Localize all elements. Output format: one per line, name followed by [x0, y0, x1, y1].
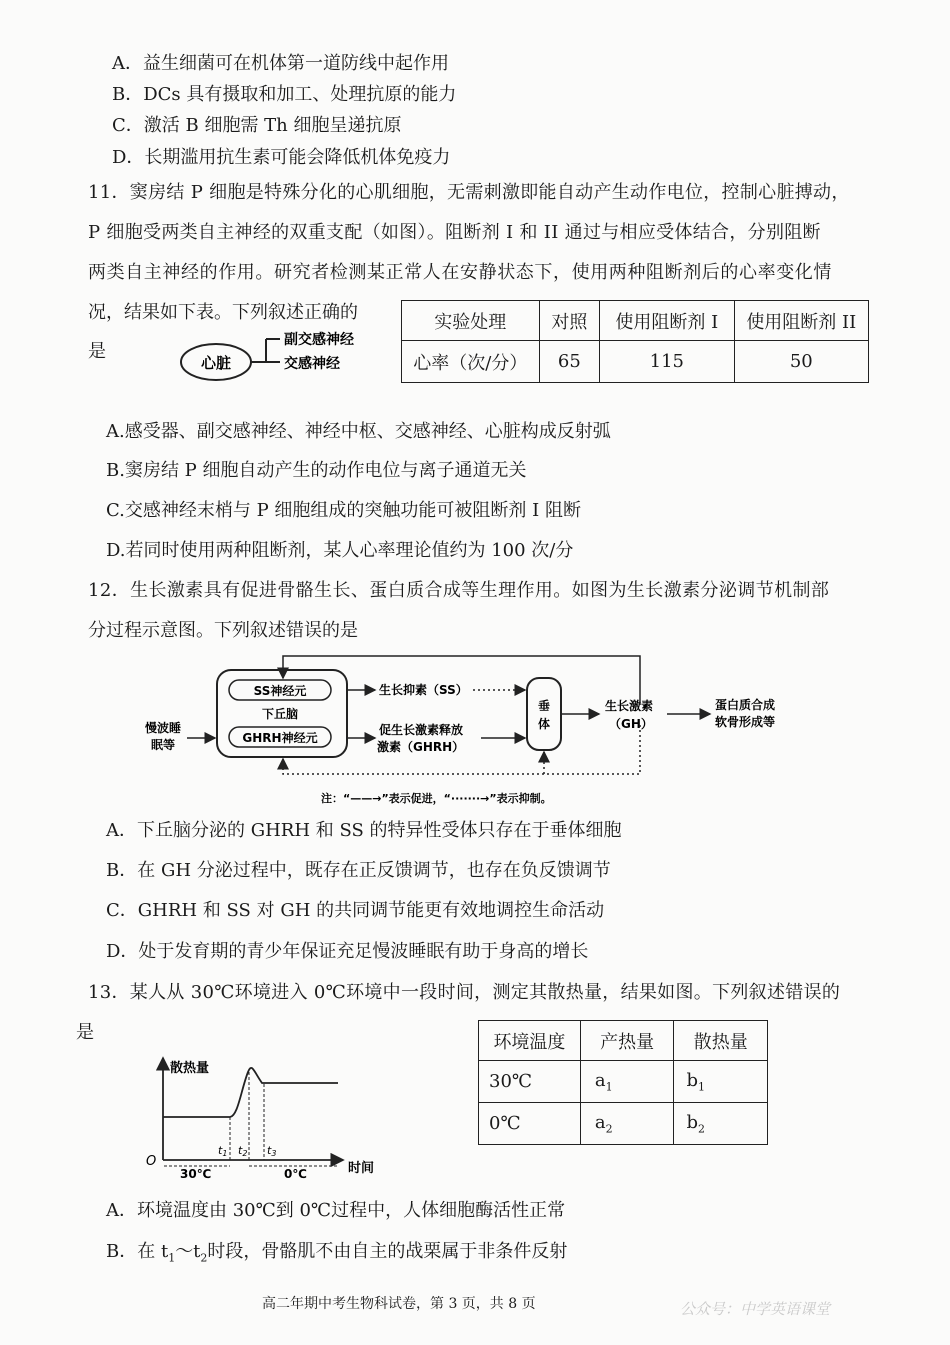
q13-option-b: B．在 $t_1\sim t_2$时段，骨骼肌不由自主的战栗属于非条件反射 [106, 1241, 568, 1265]
q13-table-cell: $a_2$ [580, 1103, 674, 1145]
q11-table-cell: 65 [539, 341, 599, 383]
para-nerve-label: 副交感神经 [284, 332, 354, 348]
q11-heart-rate-table [401, 300, 869, 383]
q12-stem-line1: 12．生长激素具有促进骨骼生长、蛋白质合成等生理作用。如图为生长激素分泌调节机制部 [88, 580, 830, 601]
q13-table-cell: $b_1$ [674, 1061, 768, 1103]
q11-stem-line1: 11．窦房结 P 细胞是特殊分化的心肌细胞，无需刺激即能自动产生动作电位，控制心脏搏动， [88, 182, 850, 203]
ss-hormone-label: 生长抑素（SS） [379, 683, 468, 697]
q12-option-b: B．在 GH 分泌过程中，既存在正反馈调节，也存在负反馈调节 [106, 860, 611, 881]
q12-option-c: C．GHRH 和 SS 对 GH 的共同调节能更有效地调控生命活动 [106, 900, 605, 921]
para-nerve-line [251, 339, 280, 362]
ss-neuron-label: SS神经元 [253, 684, 307, 698]
q11-option-c: C.交感神经末梢与 P 细胞组成的突触功能可被阻断剂 I 阻断 [106, 500, 581, 521]
q11-table-header: 实验处理 [402, 301, 540, 341]
effect-label: 蛋白质合成 [715, 698, 776, 712]
q11-table-header: 使用阻断剂 I [600, 301, 735, 341]
ghrh-neuron-label: GHRH神经元 [242, 731, 318, 745]
feedback-promote-path [283, 656, 640, 705]
sleep-label: 眠等 [151, 738, 176, 752]
q11-stem-line2: P 细胞受两类自主神经的双重支配（如图）。阻断剂 I 和 II 通过与相应受体结合，分别阻断 [88, 222, 821, 243]
gh-regulation-diagram [135, 650, 815, 810]
q10-option-b: B．DCs 具有摄取和加工、处理抗原的能力 [112, 84, 457, 105]
q13-heat-table [478, 1020, 768, 1145]
q11-stem-line3: 两类自主神经的作用。研究者检测某正常人在安静状态下，使用两种阻断剂后的心率变化情 [88, 262, 832, 283]
x-axis-label: 时间 [348, 1161, 375, 1176]
q13-stem-line1: 13．某人从 30℃环境进入 0℃环境中一段时间，测定其散热量，结果如图。下列叙述错误的 [88, 982, 841, 1003]
q13-stem-line2: 是 [76, 1022, 94, 1043]
q13-table-header: 散热量 [674, 1021, 768, 1061]
q12-option-a: A．下丘脑分泌的 GHRH 和 SS 的特异性受体只存在于垂体细胞 [106, 820, 622, 841]
q11-table-cell: 50 [734, 341, 868, 383]
gh-label: 生长激素 [605, 699, 654, 713]
pituitary-box [527, 678, 561, 750]
heart-label: 心脏 [200, 354, 232, 372]
t2-label: t2 [238, 1144, 248, 1158]
q13-table-header: 产热量 [580, 1021, 674, 1061]
q12-option-d: D．处于发育期的青少年保证充足慢波睡眠有助于身高的增长 [106, 941, 589, 962]
ghrh-hormone-label: 促生长激素释放 [379, 723, 464, 737]
ghrh-hormone-label: 激素（GHRH） [377, 740, 465, 754]
q13-table-cell: 30℃ [479, 1061, 581, 1103]
pituitary-label: 垂 [537, 699, 551, 713]
q11-option-a: A.感受器、副交感神经、神经中枢、交感神经、心脏构成反射弧 [106, 421, 611, 442]
q13-table-cell: $b_2$ [674, 1103, 768, 1145]
pituitary-label: 体 [537, 717, 551, 731]
origin-label: O [146, 1154, 157, 1169]
q13-option-a: A．环境温度由 30℃到 0℃过程中，人体细胞酶活性正常 [106, 1200, 566, 1221]
q13-table-header: 环境温度 [479, 1021, 581, 1061]
q11-table-cell: 115 [600, 341, 735, 383]
q13-table-cell: 0℃ [479, 1103, 581, 1145]
q10-option-a: A．益生细菌可在机体第一道防线中起作用 [112, 53, 449, 74]
hypothalamus-label: 下丘脑 [261, 707, 299, 721]
y-axis-label: 散热量 [170, 1061, 210, 1076]
q13-table-cell: $a_1$ [580, 1061, 674, 1103]
page-footer: 高二年期中考生物科试卷，第 3 页，共 8 页 [262, 1296, 536, 1312]
q10-option-c: C．激活 B 细胞需 Th 细胞呈递抗原 [112, 115, 402, 136]
q11-option-d: D.若同时使用两种阻断剂，某人心率理论值约为 100 次/分 [106, 540, 574, 561]
gh-label: （GH） [609, 717, 653, 731]
q11-option-b: B.窦房结 P 细胞自动产生的动作电位与离子通道无关 [106, 460, 527, 481]
q11-table-cell: 心率（次/分） [402, 341, 540, 383]
sleep-label: 慢波睡 [145, 721, 182, 735]
q12-stem-line2: 分过程示意图。下列叙述错误的是 [88, 620, 358, 641]
q10-option-d: D．长期滥用抗生素可能会降低机体免疫力 [112, 147, 451, 168]
watermark: 公众号：中学英语课堂 [680, 1300, 831, 1318]
t1-label: t1 [218, 1144, 228, 1158]
q11-stem-line5: 是 [88, 341, 106, 362]
symp-nerve-label: 交感神经 [284, 356, 340, 372]
q11-stem-line4: 况，结果如下表。下列叙述正确的 [88, 302, 358, 323]
q11-table-header: 对照 [539, 301, 599, 341]
heart-nerve-diagram [176, 325, 376, 387]
t3-label: t3 [267, 1144, 277, 1158]
seg2-label: 0℃ [284, 1167, 307, 1180]
diagram-note: 注：“——→”表示促进，“·······→”表示抑制。 [321, 792, 552, 805]
heat-loss-graph [138, 1050, 388, 1180]
seg1-label: 30℃ [180, 1167, 212, 1180]
q11-table-header: 使用阻断剂 II [734, 301, 868, 341]
effect-label: 软骨形成等 [715, 715, 776, 729]
